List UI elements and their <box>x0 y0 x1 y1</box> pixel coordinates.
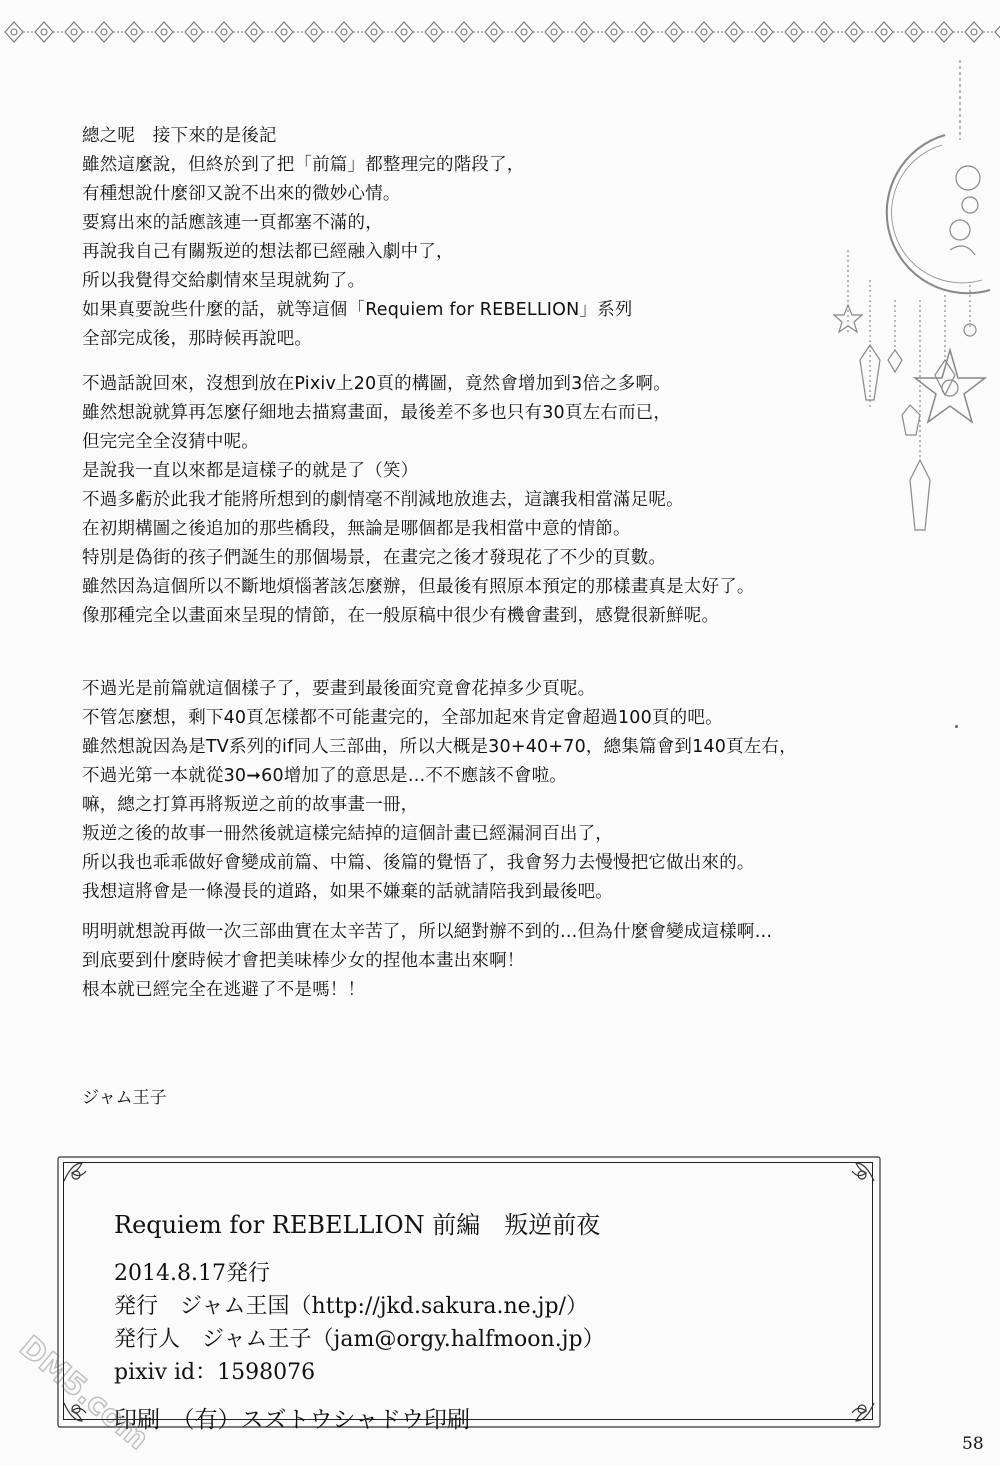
afterword-paragraph <box>82 370 902 631</box>
colophon-publisher: 発行 ジャム王国（http://jkd.sakura.ne.jp/） <box>114 1294 588 1319</box>
scan-speck <box>955 725 958 728</box>
lace-motif <box>5 22 35 42</box>
lace-motif <box>755 22 785 42</box>
afterword-paragraph <box>82 675 902 907</box>
afterword-line: 要寫出來的話應該連一頁都塞不滿的， <box>82 213 383 233</box>
lace-motif <box>455 22 485 42</box>
afterword-line: 不過多虧於此我才能將所想到的劇情毫不削減地放進去，這讓我相當滿足呢。 <box>82 490 684 510</box>
afterword-line: 如果真要說些什麼的話，就等這個「Requiem for REBELLION」系列 <box>82 300 633 320</box>
afterword-line: 總之呢 接下來的是後記 <box>82 126 277 146</box>
colophon-title: Requiem for REBELLION 前編 叛逆前夜 <box>114 1211 601 1239</box>
afterword-line: 雖然因為這個所以不斷地煩惱著該怎麼辦，但最後有照原本預定的那樣畫真是太好了。 <box>82 577 755 597</box>
lace-motif <box>605 22 635 42</box>
afterword-line: 明明就想說再做一次三部曲實在太辛苦了，所以絕對辦不到的…但為什麼會變成這樣啊… <box>82 922 773 942</box>
lace-motif <box>35 22 65 42</box>
afterword-line: 雖然這麼說，但終於到了把「前篇」都整理完的階段了， <box>82 155 525 175</box>
afterword-line: 在初期構圖之後追加的那些橋段，無論是哪個都是我相當中意的情節。 <box>82 519 631 539</box>
lace-motif <box>395 22 425 42</box>
lace-motif <box>95 22 125 42</box>
colophon-printer: 印刷 （有）スズトウシャドウ印刷 <box>114 1407 471 1433</box>
lace-motif <box>815 22 845 42</box>
afterword-line: 是說我一直以來都是這樣子的就是了（笑） <box>82 461 419 481</box>
afterword-paragraph <box>82 918 902 1005</box>
lace-motif <box>215 22 245 42</box>
watermark-text: DM5.com <box>12 1329 156 1457</box>
lace-motif <box>995 22 1000 42</box>
afterword-line: 我想這將會是一條漫長的道路，如果不嫌棄的話就請陪我到最後吧。 <box>82 882 613 902</box>
afterword-line: 所以我覺得交給劇情來呈現就夠了。 <box>82 271 366 291</box>
afterword-line: 不過光第一本就從30➞60增加了的意思是…不不應該不會啦。 <box>82 766 567 786</box>
page-number: 58 <box>962 1434 984 1454</box>
lace-motif <box>515 22 545 42</box>
lace-motif <box>695 22 725 42</box>
afterword-line: 所以我也乖乖做好會變成前篇、中篇、後篇的覺悟了，我會努力去慢慢把它做出來的。 <box>82 853 755 873</box>
lace-motif <box>425 22 455 42</box>
colophon-pixiv-id: pixiv id：1598076 <box>114 1360 316 1385</box>
afterword-line: 叛逆之後的故事一冊然後就這樣完結掉的這個計畫已經漏洞百出了， <box>82 824 613 844</box>
colophon-date: 2014.8.17発行 <box>114 1261 270 1286</box>
afterword-line: 雖然想說就算再怎麼仔細地去描寫畫面，最後差不多也只有30頁左右而已， <box>82 403 672 423</box>
lace-motif <box>785 22 815 42</box>
afterword-line: 不過光是前篇就這個樣子了，要畫到最後面究竟會花掉多少頁呢。 <box>82 679 596 699</box>
afterword-line: 根本就已經完全在逃避了不是嗎！！ <box>82 980 366 1000</box>
lace-motif <box>635 22 665 42</box>
lace-motif <box>155 22 185 42</box>
author-signature: ジャム王子 <box>82 1088 167 1108</box>
afterword-line: 嘛，總之打算再將叛逆之前的故事畫一冊， <box>82 795 419 815</box>
lace-motif <box>935 22 965 42</box>
dm5-watermark-icon <box>0 1310 156 1457</box>
lace-motif <box>875 22 905 42</box>
lace-motif <box>485 22 515 42</box>
afterword-line: 有種想說什麼卻又說不出來的微妙心情。 <box>82 184 401 204</box>
lace-motif <box>905 22 935 42</box>
lace-motif <box>575 22 605 42</box>
lace-motif <box>725 22 755 42</box>
afterword-line: 到底要到什麼時候才會把美味棒少女的捏他本畫出來啊！ <box>82 951 525 971</box>
colophon-issuer: 発行人 ジャム王子（jam@orgy.halfmoon.jp） <box>114 1327 605 1352</box>
lace-motif <box>65 22 95 42</box>
afterword-line: 但完完全全沒猜中呢。 <box>82 432 259 452</box>
lace-motif <box>965 22 995 42</box>
lace-motif <box>545 22 575 42</box>
lace-motif <box>125 22 155 42</box>
afterword-line: 像那種完全以畫面來呈現的情節，在一般原稿中很少有機會畫到，感覺很新鮮呢。 <box>82 606 720 626</box>
afterword-line: 不管怎麼想，剩下40頁怎樣都不可能畫完的，全部加起來肯定會超過100頁的吧。 <box>82 708 723 728</box>
afterword-line: 全部完成後，那時候再說吧。 <box>82 329 313 349</box>
lace-motif <box>185 22 215 42</box>
afterword-line: 雖然想說因為是TV系列的if同人三部曲，所以大概是30+40+70，總集篇會到140頁左右， <box>82 737 797 757</box>
lace-motif <box>845 22 875 42</box>
afterword-line: 不過話說回來，沒想到放在Pixiv上20頁的構圖，竟然會增加到3倍之多啊。 <box>82 374 671 394</box>
lace-motif <box>275 22 305 42</box>
afterword-line: 再說我自己有關叛逆的想法都已經融入劇中了， <box>82 242 454 262</box>
afterword-line: 特別是偽街的孩子們誕生的那個場景，在畫完之後才發現花了不少的頁數。 <box>82 548 667 568</box>
lace-motif <box>305 22 335 42</box>
lace-motif <box>245 22 275 42</box>
lace-motif <box>335 22 365 42</box>
lace-motif <box>665 22 695 42</box>
afterword-paragraph <box>82 122 902 354</box>
lace-motif <box>365 22 395 42</box>
